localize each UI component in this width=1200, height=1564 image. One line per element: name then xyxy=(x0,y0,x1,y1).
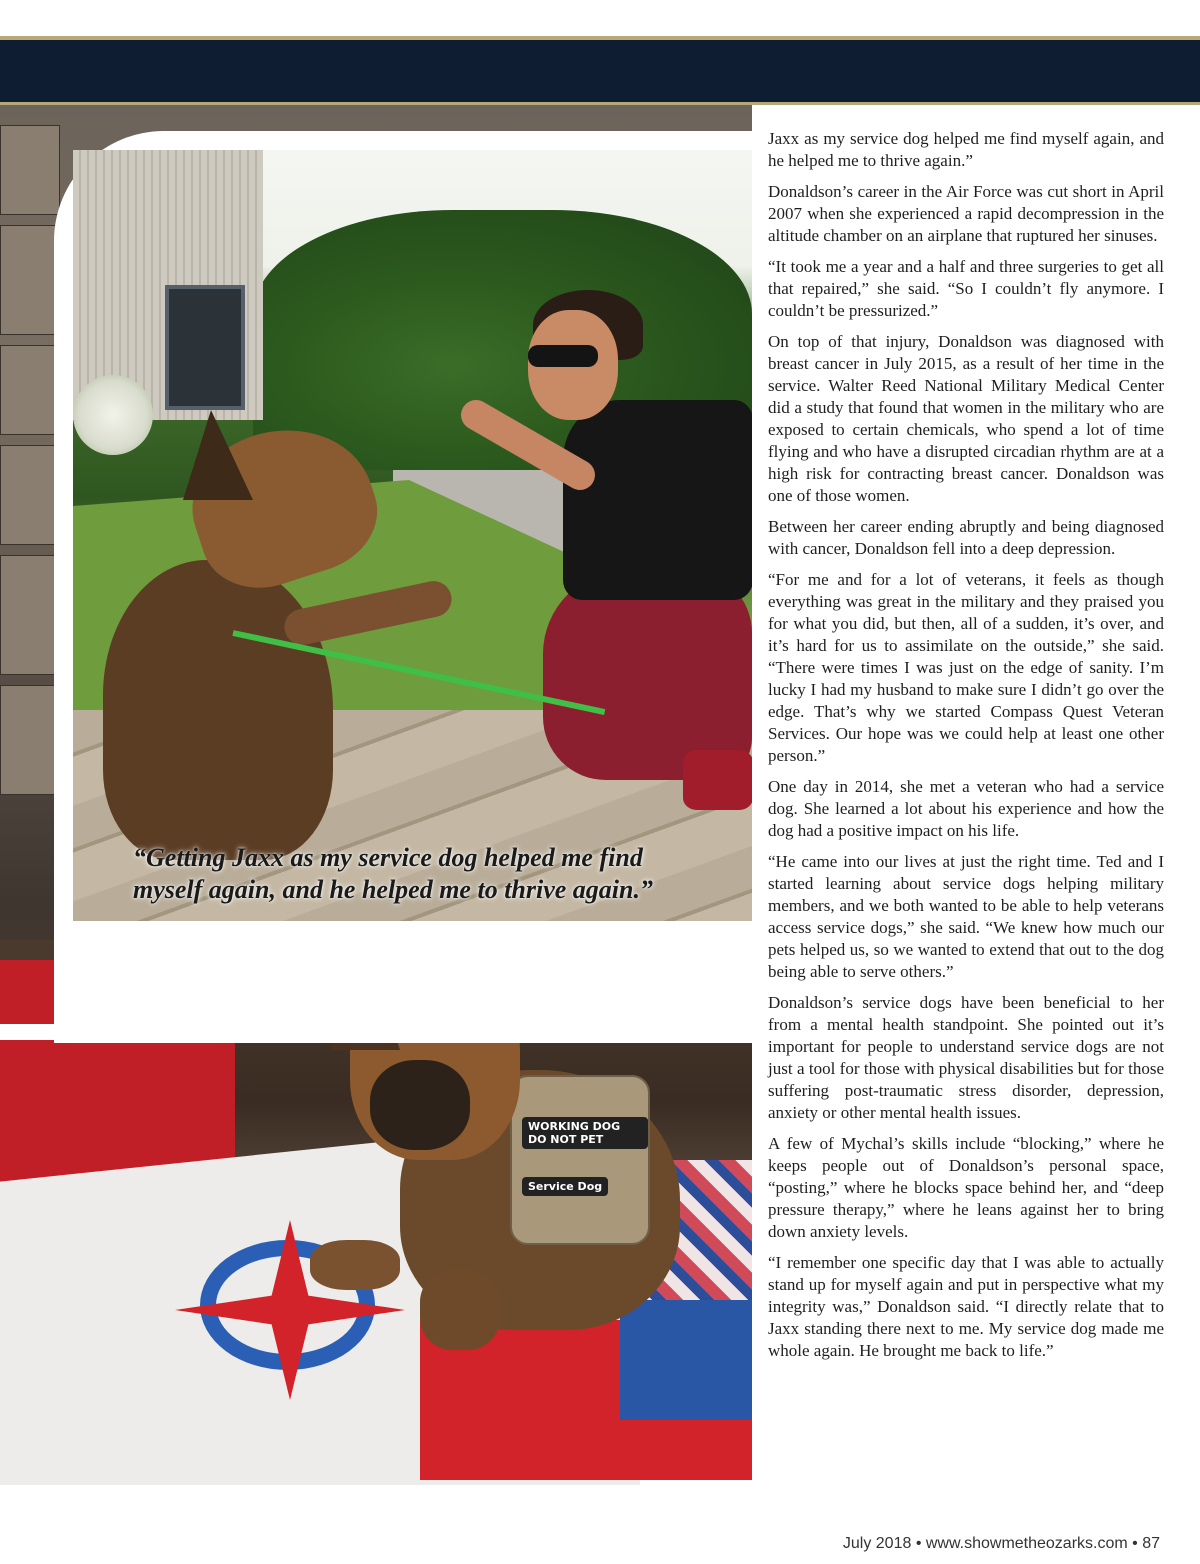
article-paragraph: Between her career ending abruptly and being diagnosed with cancer, Donaldson fell into a deep depression. xyxy=(768,517,1164,558)
article-paragraph: “He came into our lives at just the right time. Ted and I started learning about service dogs helping military members, and we both wanted to be able to help veterans access service dogs,” she said. “We knew how much our pets helped us, so we wanted to extend that out to the dog being able to serve others.” xyxy=(768,852,1164,981)
sunglasses xyxy=(528,345,598,367)
puppy-paw-left xyxy=(310,1240,400,1290)
article-paragraph: A few of Mychal’s skills include “blocking,” where he keeps people out of Donaldson’s personal space, “posting,” where he blocks space behind her, and “deep pressure therapy,” where he leans against her to bring down anxiety levels. xyxy=(768,1134,1164,1241)
header-banner xyxy=(0,40,1200,102)
stone-block xyxy=(0,445,60,545)
building-window xyxy=(165,285,245,410)
dog-body xyxy=(103,560,333,860)
red-sneaker xyxy=(683,750,752,810)
vest-label-working-dog: WORKING DOG DO NOT PET xyxy=(522,1117,648,1149)
stone-block xyxy=(0,685,60,795)
article-column xyxy=(768,128,1164,1371)
article-paragraph: On top of that injury, Donaldson was diagnosed with breast cancer in July 2015, as a result of her time in the service. Walter Reed National Military Medical Center did a study that found that women in the military who are exposed to certain chemicals, who spend a lot of time flying and who have a disrupted circadian rhythm are at a high risk for contracting breast cancer. Donaldson was one of those women. xyxy=(768,332,1164,505)
puppy-paw-right xyxy=(420,1270,500,1350)
page-footer: July 2018 • www.showmetheozarks.com • 87 xyxy=(842,1535,1160,1552)
article-paragraph: Jaxx as my service dog helped me find myself again, and he helped me to thrive again.” xyxy=(768,129,1164,170)
pull-quote-line-1: “Getting Jaxx as my service dog helped me find xyxy=(133,843,643,872)
stone-block xyxy=(0,125,60,215)
dog-raised-paw xyxy=(281,578,455,649)
article-paragraph: Donaldson’s career in the Air Force was cut short in April 2007 when she experienced a rapid decompression in the altitude chamber on an airplane that ruptured her sinuses. xyxy=(768,182,1164,245)
vest-label-service-dog: Service Dog xyxy=(522,1177,608,1196)
stone-block xyxy=(0,345,60,435)
woman-figure xyxy=(433,290,752,850)
main-photo-woman-with-dog xyxy=(73,150,752,921)
service-vest xyxy=(510,1075,650,1245)
woman-pants xyxy=(543,570,752,780)
photo-frame-bottom-curve xyxy=(0,940,218,1040)
article-paragraph: Donaldson’s service dogs have been beneficial to her from a mental health standpoint. She pointed out it’s important for people to understand service dogs are not just a tool for those with physical disabilities but for those suffering post-traumatic stress disorder, depression, anxiety or other mental health issues. xyxy=(768,993,1164,1122)
puppy-muzzle xyxy=(370,1060,470,1150)
photo-pull-quote xyxy=(133,842,743,906)
stone-block xyxy=(0,225,60,335)
article-paragraph: “For me and for a lot of veterans, it feels as though everything was great in the military and they praised you for what you did, but then, all of a sudden, it’s over, and it’s hard for us to assimilate on the outside,” she said. “There were times I was just on the edge of sanity. I’m lucky I had my husband to make sure I didn’t go over the edge. That’s why we started Compass Quest Veteran Services. Our hope was we could help at least one other person.” xyxy=(768,570,1164,765)
article-paragraph: “It took me a year and a half and three surgeries to get all that repaired,” she said. “So I couldn’t fly anymore. I couldn’t be pressurized.” xyxy=(768,257,1164,320)
stone-block xyxy=(0,555,60,675)
woman-shirt xyxy=(563,400,752,600)
article-paragraph: One day in 2014, she met a veteran who had a service dog. She learned a lot about his experience and how the dog had a positive impact on his life. xyxy=(768,777,1164,840)
article-paragraph: “I remember one specific day that I was able to actually stand up for myself again and put in perspective what my integrity was,” Donaldson said. “I directly relate that to Jaxx standing there next to me. My service dog made me whole again. He brought me back to life.” xyxy=(768,1253,1164,1360)
pull-quote-line-2: myself again, and he helped me to thrive again.” xyxy=(133,875,653,904)
